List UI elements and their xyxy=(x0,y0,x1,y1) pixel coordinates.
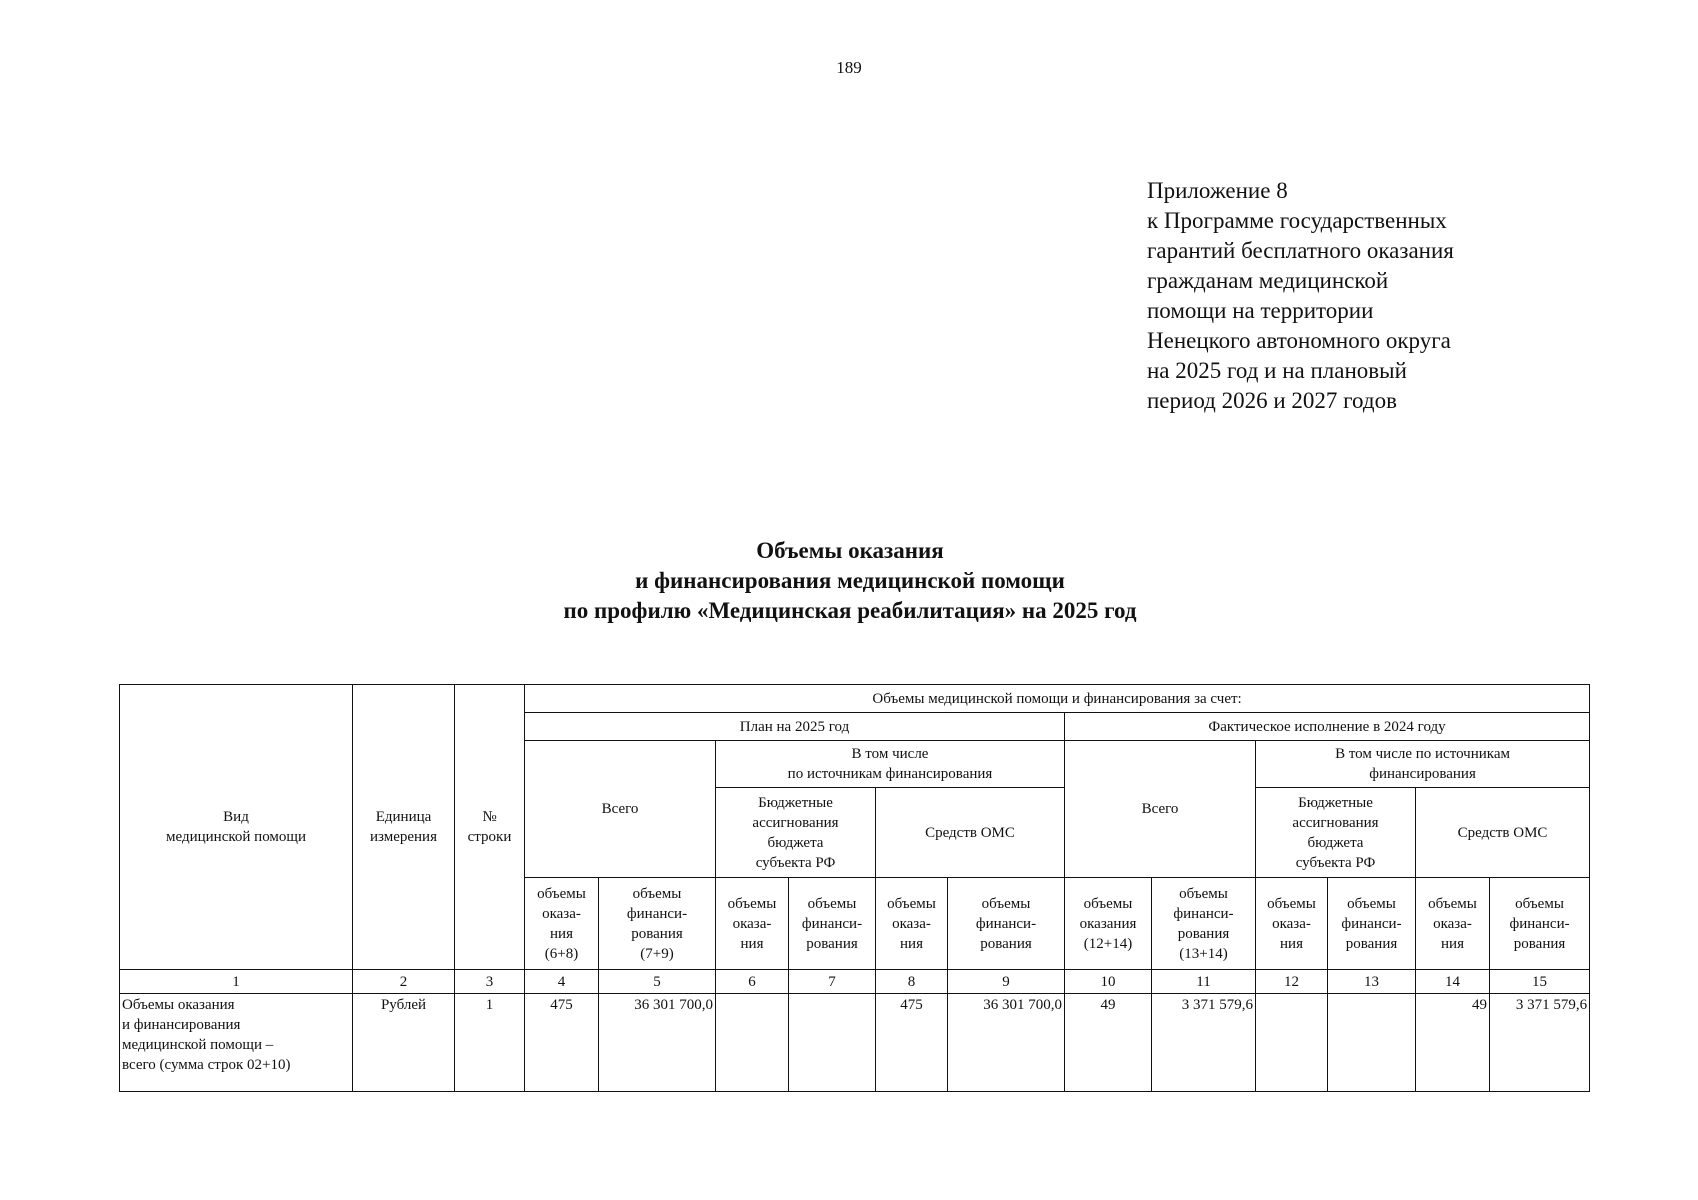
page-number: 189 xyxy=(836,58,862,77)
header-line: объемы xyxy=(981,895,1031,912)
column-number: 15 xyxy=(1490,970,1590,994)
subheader-col-13 xyxy=(1328,878,1416,970)
header-line: (13+14) xyxy=(1179,945,1228,962)
appendix-line: помощи на территории xyxy=(1147,298,1374,323)
cell-col-10: 49 xyxy=(1065,994,1152,1092)
header-line: рования xyxy=(1345,935,1398,952)
header-line: рования xyxy=(631,925,683,942)
cell-col-5: 36 301 700,0 xyxy=(599,994,716,1092)
header-line: медицинской помощи xyxy=(166,829,306,845)
cell-col-4: 475 xyxy=(525,994,599,1092)
column-number-row xyxy=(120,970,1590,994)
appendix-line: гарантий бесплатного оказания xyxy=(1147,238,1454,263)
header-line: оказа- xyxy=(1433,915,1472,932)
header-line: строки xyxy=(467,829,512,845)
subheader-col-9 xyxy=(948,878,1065,970)
header-line: ния xyxy=(740,935,764,952)
header-line: Бюджетные xyxy=(758,794,833,811)
column-number: 7 xyxy=(789,970,876,994)
column-number: 12 xyxy=(1256,970,1328,994)
subheader-col-14 xyxy=(1416,878,1490,970)
appendix-line: период 2026 и 2027 годов xyxy=(1147,388,1397,413)
subheader-col-10 xyxy=(1065,878,1152,970)
header-fact-sources xyxy=(1256,741,1590,788)
column-number: 1 xyxy=(120,970,353,994)
header-line: финансирования xyxy=(1369,766,1476,782)
header-line: объемы xyxy=(632,885,682,902)
subheader-col-4 xyxy=(525,878,599,970)
cell-line: всего (сумма строк 02+10) xyxy=(122,1057,291,1073)
header-volumes-group: Объемы медицинской помощи и финансирования за счет: xyxy=(525,685,1590,713)
header-line: субъекта РФ xyxy=(755,854,836,871)
header-line: бюджета xyxy=(1307,834,1364,851)
header-line: рования xyxy=(1177,925,1230,942)
header-plan-oms: Средств ОМС xyxy=(876,788,1065,878)
cell-col-7 xyxy=(789,994,876,1092)
subheader-col-8 xyxy=(876,878,948,970)
title-line: по профилю «Медицинская реабилитация» на 2025 год xyxy=(563,598,1137,623)
header-line: измерения xyxy=(369,829,437,845)
header-line: Бюджетные xyxy=(1298,794,1373,811)
header-line: оказа- xyxy=(1272,915,1311,932)
header-fact-oms: Средств ОМС xyxy=(1416,788,1590,878)
header-line: оказа- xyxy=(732,915,772,932)
header-line: Вид xyxy=(223,809,249,825)
cell-col-8: 475 xyxy=(876,994,948,1092)
appendix-line: Приложение 8 xyxy=(1147,178,1288,203)
header-fact-total: Всего xyxy=(1065,741,1256,878)
header-line: объемы xyxy=(1083,895,1133,912)
cell-col-6 xyxy=(716,994,789,1092)
column-number: 4 xyxy=(525,970,599,994)
header-line: рования xyxy=(980,935,1032,952)
cell-col-11: 3 371 579,6 xyxy=(1152,994,1256,1092)
header-line: по источникам финансирования xyxy=(787,766,993,782)
header-line: объемы xyxy=(1347,895,1396,912)
cell-line: и финансирования xyxy=(122,1017,241,1033)
appendix-line: Ненецкого автономного округа xyxy=(1147,328,1451,353)
header-line: объемы xyxy=(1428,895,1477,912)
header-line: бюджета xyxy=(767,834,824,851)
header-fact-budget xyxy=(1256,788,1416,878)
column-number: 3 xyxy=(455,970,525,994)
appendix-block xyxy=(1147,176,1454,416)
header-line: объемы xyxy=(807,895,857,912)
appendix-line: гражданам медицинской xyxy=(1147,268,1389,293)
cell-col-9: 36 301 700,0 xyxy=(948,994,1065,1092)
header-plan-budget xyxy=(716,788,876,878)
header-line: рования xyxy=(1513,935,1566,952)
header-line: объемы xyxy=(727,895,777,912)
cell-line: Объемы оказания xyxy=(122,997,235,1013)
header-line: ассигнования xyxy=(752,814,839,831)
column-number: 6 xyxy=(716,970,789,994)
column-number: 5 xyxy=(599,970,716,994)
header-line: № xyxy=(482,809,497,825)
column-number: 8 xyxy=(876,970,948,994)
header-line: финанси- xyxy=(1509,915,1570,932)
column-number: 13 xyxy=(1328,970,1416,994)
appendix-line: к Программе государственных xyxy=(1147,208,1447,233)
subheader-col-11 xyxy=(1152,878,1256,970)
header-plan-sources xyxy=(716,741,1065,788)
header-line: объемы xyxy=(1515,895,1564,912)
appendix-line: на 2025 год и на плановый xyxy=(1147,358,1407,383)
header-unit xyxy=(353,685,455,970)
header-line: финанси- xyxy=(626,905,688,922)
cell-row-number: 1 xyxy=(455,994,525,1092)
column-number: 10 xyxy=(1065,970,1152,994)
cell-col-14: 49 xyxy=(1416,994,1490,1092)
table-row xyxy=(120,994,1590,1092)
header-line: ния xyxy=(900,935,923,952)
subheader-col-7 xyxy=(789,878,876,970)
header-line: объемы xyxy=(887,895,936,912)
column-number: 2 xyxy=(353,970,455,994)
header-line: ассигнования xyxy=(1292,814,1379,831)
header-line: оказания xyxy=(1079,915,1137,932)
column-number: 11 xyxy=(1152,970,1256,994)
header-line: оказа- xyxy=(542,905,581,922)
cell-col-12 xyxy=(1256,994,1328,1092)
header-line: финанси- xyxy=(1341,915,1402,932)
header-line: финанси- xyxy=(975,915,1037,932)
cell-col-13 xyxy=(1328,994,1416,1092)
title-line: Объемы оказания xyxy=(756,538,944,563)
header-type-of-care xyxy=(120,685,353,970)
header-line: объемы xyxy=(1267,895,1316,912)
subheader-col-12 xyxy=(1256,878,1328,970)
header-line: В том числе по источникам xyxy=(1335,746,1510,762)
cell-unit: Рублей xyxy=(353,994,455,1092)
header-line: рования xyxy=(806,935,858,952)
header-line: субъекта РФ xyxy=(1295,854,1376,871)
subheader-col-5 xyxy=(599,878,716,970)
header-line: ния xyxy=(1441,935,1464,952)
column-number: 9 xyxy=(948,970,1065,994)
header-line: В том числе xyxy=(851,746,929,762)
cell-col-15: 3 371 579,6 xyxy=(1490,994,1590,1092)
header-row-number xyxy=(455,685,525,970)
column-number: 14 xyxy=(1416,970,1490,994)
header-line: объемы xyxy=(537,885,586,902)
cell-line: медицинской помощи – xyxy=(122,1037,274,1053)
volumes-table xyxy=(119,684,1590,1092)
row-type-of-care xyxy=(120,994,353,1092)
subheader-col-6 xyxy=(716,878,789,970)
header-line: финанси- xyxy=(801,915,863,932)
header-line: оказа- xyxy=(892,915,931,932)
subheader-col-15 xyxy=(1490,878,1590,970)
document-title xyxy=(400,536,1300,626)
header-line: объемы xyxy=(1179,885,1228,902)
header-line: (7+9) xyxy=(640,945,674,962)
header-plan-total: Всего xyxy=(525,741,716,878)
header-line: (6+8) xyxy=(544,945,579,962)
header-line: финанси- xyxy=(1173,905,1234,922)
header-line: (12+14) xyxy=(1083,935,1133,952)
header-line: ния xyxy=(1280,935,1303,952)
header-plan-2025: План на 2025 год xyxy=(525,713,1065,741)
header-line: ния xyxy=(550,925,573,942)
header-line: Единица xyxy=(375,809,432,825)
title-line: и финансирования медицинской помощи xyxy=(635,568,1065,593)
header-fact-2024: Фактическое исполнение в 2024 году xyxy=(1065,713,1590,741)
